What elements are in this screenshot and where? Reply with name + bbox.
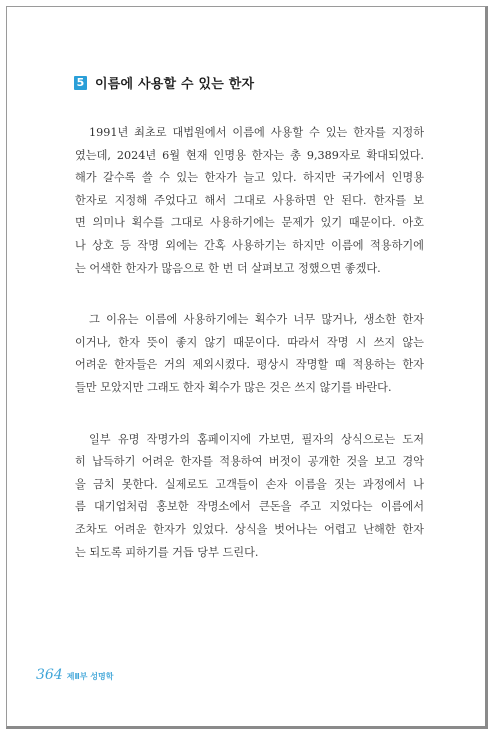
text-line: 일부 유명 작명가의 홈페이지에 가보면, 필자의 상식으로는 도저 <box>89 432 424 446</box>
text-line: 름 대기업처럼 홍보한 작명소에서 큰돈을 주고 지었다는 이름에서 <box>75 500 424 514</box>
text-line: 면 의미나 획수를 그대로 사용하기에는 문제가 있기 때문이다. 아호 <box>75 216 424 230</box>
text-line: 이거나, 한자 뜻이 좋지 않기 때문이다. 따라서 작명 시 쓰지 않는 <box>75 335 424 349</box>
paragraph-2 <box>75 309 424 399</box>
text-line: 였는데, 2024년 6월 현재 인명용 한자는 총 9,389자로 확대되었다. <box>75 148 424 162</box>
paragraph-3 <box>75 429 424 565</box>
text-line: 1991년 최초로 대법원에서 이름에 사용할 수 있는 한자를 지정하 <box>89 126 424 139</box>
paragraph-1 <box>75 122 424 280</box>
running-section-label: 제Ⅱ부 성명학 <box>66 672 114 681</box>
text-line: 조차도 어려운 한자가 있었다. 상식을 벗어나는 어렵고 난해한 한자 <box>75 522 424 536</box>
text-line: 한자로 지정해 주었다고 해서 그대로 사용하면 안 된다. 한자를 보 <box>75 193 424 207</box>
text-line: 는 되도록 피하기를 거듭 당부 드린다. <box>75 545 259 559</box>
text-line: 그 이유는 이름에 사용하기에는 획수가 너무 많거나, 생소한 한자 <box>89 313 424 327</box>
text-line: 을 금치 못한다. 실제로도 고객들이 손자 이름을 짓는 과정에서 나 <box>75 477 424 491</box>
section-heading <box>74 73 254 92</box>
page-footer <box>36 667 113 683</box>
text-line: 해가 갈수록 쓸 수 있는 한자가 늘고 있다. 하지만 국가에서 인명용 <box>75 171 424 185</box>
section-number-badge: 5 <box>74 76 87 90</box>
text-line: 는 어색한 한자가 많음으로 한 번 더 살펴보고 정했으면 좋겠다. <box>75 261 381 275</box>
section-title: 이름에 사용할 수 있는 한자 <box>95 77 255 92</box>
body-text <box>75 122 424 593</box>
page-number: 364 <box>36 667 63 683</box>
text-line: 어려운 한자들은 거의 제외시켰다. 평상시 작명할 때 적용하는 한자 <box>75 358 424 372</box>
text-line: 나 상호 등 작명 외에는 간혹 사용하기는 하지만 이름에 적용하기에 <box>75 238 424 252</box>
text-line: 히 납득하기 어려운 한자를 적용하여 버젓이 공개한 것을 보고 경악 <box>75 455 424 469</box>
text-line: 들만 모았지만 그래도 한자 획수가 많은 것은 쓰지 않기를 바란다. <box>75 380 392 394</box>
